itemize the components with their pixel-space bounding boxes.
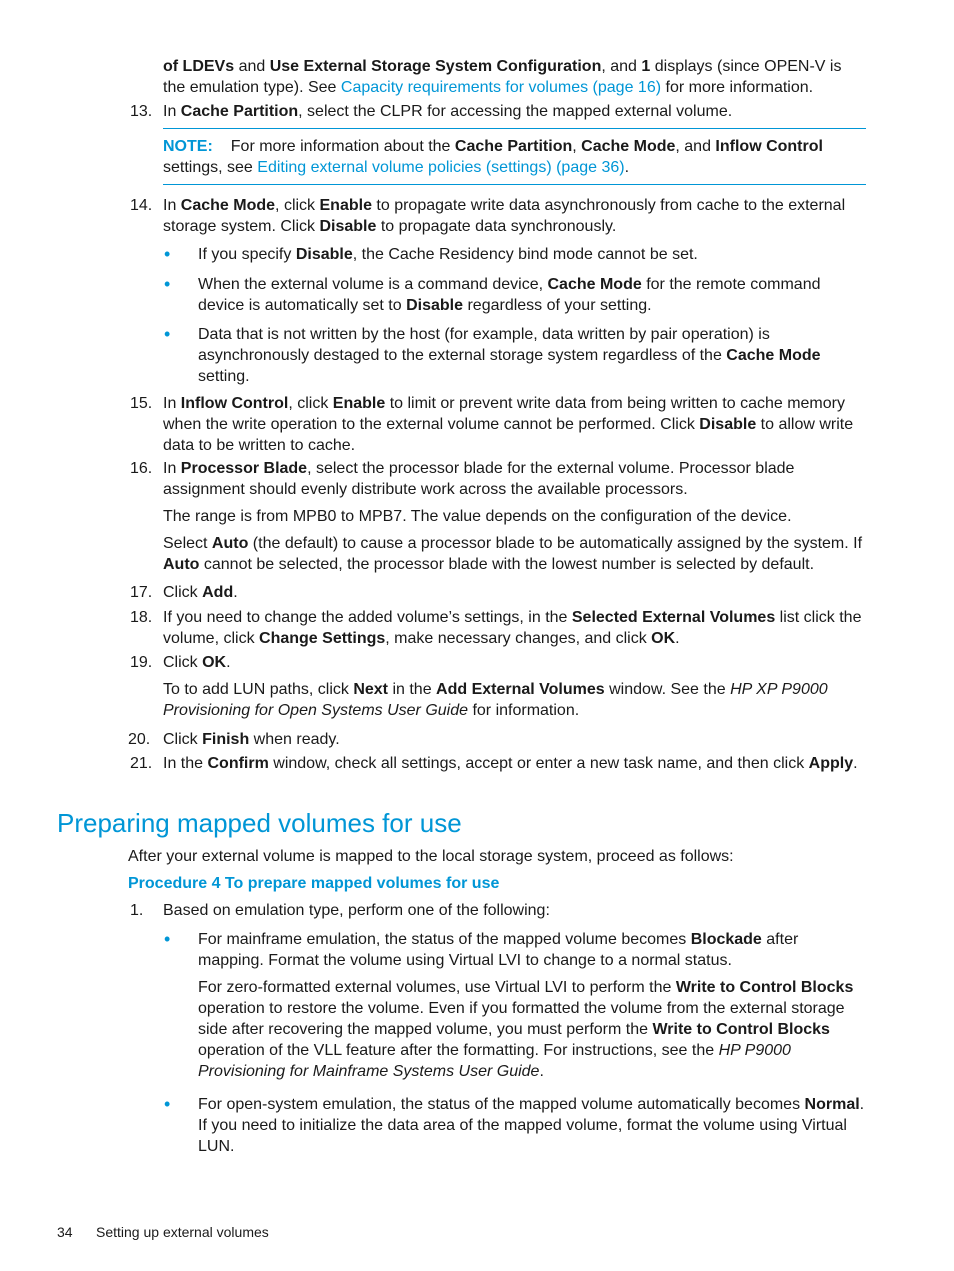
continued-paragraph: of LDEVs and Use External Storage System Configuration, and 1 displays (since OPEN-V is the emulation type). See Capacity requirements for volumes (page 16) for more information. bbox=[163, 58, 842, 96]
bullet-icon: • bbox=[164, 274, 171, 294]
note-box: NOTE: For more information about the Cache Partition, Cache Mode, and Inflow Control settings, see Editing external volume policies (settings) (page 36). bbox=[163, 138, 823, 176]
bold-term: Write to Control Blocks bbox=[652, 1021, 830, 1038]
capacity-requirements-link[interactable]: Capacity requirements for volumes (page 16) bbox=[340, 79, 662, 96]
bold-term: Cache Partition bbox=[180, 103, 299, 120]
step-15-text: In Inflow Control, click Enable to limit or prevent write data from being written to cache memory when the write operation to the external volume cannot be performed. Click Disable to allow write data to be written to cache. bbox=[163, 395, 854, 454]
step-number: 17. bbox=[130, 584, 153, 601]
step-number: 1. bbox=[130, 902, 144, 919]
bold-term: OK bbox=[651, 630, 676, 647]
step-number: 21. bbox=[130, 755, 153, 772]
procedure-step-1-text: Based on emulation type, perform one of the following: bbox=[163, 902, 550, 919]
note-bottom-rule bbox=[163, 184, 866, 185]
step-16-auto-paragraph: Select Auto (the default) to cause a processor blade to be automatically assigned by the system. If Auto cannot be selected, the processor blade with the lowest number is selected by default. bbox=[163, 535, 863, 573]
step-number: 20. bbox=[128, 731, 151, 748]
bold-term: Write to Control Blocks bbox=[675, 979, 854, 996]
step-21-text: In the Confirm window, check all settings, accept or enter a new task name, and then click Apply. bbox=[163, 755, 858, 772]
bold-term: Normal bbox=[804, 1096, 860, 1113]
bold-term: Cache Mode bbox=[547, 276, 642, 293]
mainframe-bullet: For mainframe emulation, the status of the mapped volume becomes Blockade after mapping. Format the volume using Virtual LVI to change to a normal status. bbox=[198, 931, 799, 969]
bold-term: Next bbox=[353, 681, 388, 698]
bullet-icon: • bbox=[164, 244, 171, 264]
bold-term: Disable bbox=[699, 416, 757, 433]
bold-term: Selected External Volumes bbox=[571, 609, 776, 626]
section-heading: Preparing mapped volumes for use bbox=[57, 808, 462, 838]
bold-term: Enable bbox=[319, 197, 372, 214]
step-16-text: In Processor Blade, select the processor blade for the external volume. Processor blade assignment should evenly distribute work across the available processors. bbox=[163, 460, 795, 498]
bold-term: Cache Partition bbox=[454, 138, 573, 155]
bold-term: Disable bbox=[295, 246, 353, 263]
step-number: 18. bbox=[130, 609, 153, 626]
step-14-text: In Cache Mode, click Enable to propagate write data asynchronously from cache to the external storage system. Click Disable to propagate data synchronously. bbox=[163, 197, 846, 235]
procedure-title: Procedure 4 To prepare mapped volumes for use bbox=[128, 875, 500, 892]
step-number: 16. bbox=[130, 460, 153, 477]
bold-term: Processor Blade bbox=[180, 460, 308, 477]
bold-term: Apply bbox=[808, 755, 854, 772]
bold-term: Inflow Control bbox=[715, 138, 823, 155]
step-20-text: Click Finish when ready. bbox=[163, 731, 340, 748]
footer-title: Setting up external volumes bbox=[96, 1224, 269, 1240]
step-19-paragraph: To to add LUN paths, click Next in the Add External Volumes window. See the HP XP P9000 Provisioning for Open Systems User Guide for information. bbox=[163, 681, 828, 719]
bold-term: Cache Mode bbox=[180, 197, 276, 214]
step-14-bullet-1: If you specify Disable, the Cache Residency bind mode cannot be set. bbox=[198, 246, 698, 263]
bold-term: Auto bbox=[211, 535, 249, 552]
bold-term: Cache Mode bbox=[726, 347, 821, 364]
note-top-rule bbox=[163, 128, 866, 129]
step-number: 13. bbox=[130, 103, 153, 120]
step-14-bullet-2: When the external volume is a command device, Cache Mode for the remote command device is automatically set to Disable regardless of your setting. bbox=[198, 276, 821, 314]
bold-term: Inflow Control bbox=[180, 395, 289, 412]
bold-term: Disable bbox=[406, 297, 464, 314]
step-19-text: Click OK. bbox=[163, 654, 231, 671]
step-13-text: In Cache Partition, select the CLPR for accessing the mapped external volume. bbox=[163, 103, 733, 120]
book-title: HP P9000 Provisioning for Mainframe Systems User Guide bbox=[198, 1042, 791, 1080]
bold-term: OK bbox=[202, 654, 227, 671]
bold-term: Cache Mode bbox=[581, 138, 676, 155]
bullet-icon: • bbox=[164, 929, 171, 949]
bold-term: of LDEVs bbox=[163, 58, 235, 75]
bold-term: 1 bbox=[641, 58, 651, 75]
bold-term: Auto bbox=[163, 556, 200, 573]
bold-term: Add bbox=[202, 584, 234, 601]
bold-term: Enable bbox=[332, 395, 386, 412]
open-system-bullet: For open-system emulation, the status of the mapped volume automatically becomes Normal. If you need to initialize the data area of the mapped volume, format the volume using Virtual LUN. bbox=[198, 1096, 865, 1155]
step-17-text: Click Add. bbox=[163, 584, 238, 601]
bullet-icon: • bbox=[164, 324, 171, 344]
bold-term: Add External Volumes bbox=[436, 681, 605, 698]
step-number: 15. bbox=[130, 395, 153, 412]
bold-term: Disable bbox=[319, 218, 377, 235]
step-number: 14. bbox=[130, 197, 153, 214]
step-16-range-paragraph: The range is from MPB0 to MPB7. The value depends on the configuration of the device. bbox=[163, 508, 792, 525]
step-14-bullet-3: Data that is not written by the host (for example, data written by pair operation) is asynchronously destaged to the external storage system regardless of the Cache Mode setting. bbox=[198, 326, 821, 385]
bold-term: Confirm bbox=[207, 755, 269, 772]
page-number: 34 bbox=[57, 1224, 73, 1240]
note-label: NOTE: bbox=[163, 138, 213, 155]
step-18-text: If you need to change the added volume’s settings, in the Selected External Volumes list click the volume, click Change Settings, make necessary changes, and click OK. bbox=[163, 609, 862, 647]
section-intro: After your external volume is mapped to the local storage system, proceed as follows: bbox=[128, 848, 734, 865]
bold-term: Blockade bbox=[690, 931, 762, 948]
bold-term: Use External Storage System Configuration bbox=[269, 58, 602, 75]
zero-formatted-paragraph: For zero-formatted external volumes, use Virtual LVI to perform the Write to Control Blocks operation to restore the volume. Even if you formatted the volume from the external storage side after recovering the mapped volume, you must perform the Write to Control Blocks operation of the VLL feature after the formatting. For instructions, see the HP P9000 Provisioning for Mainframe Systems User Guide. bbox=[198, 979, 854, 1080]
bold-term: Finish bbox=[202, 731, 250, 748]
bullet-icon: • bbox=[164, 1094, 171, 1114]
editing-external-volume-policies-link[interactable]: Editing external volume policies (settings) (page 36) bbox=[257, 159, 625, 176]
book-title: HP XP P9000 Provisioning for Open Systems User Guide bbox=[163, 681, 828, 719]
step-number: 19. bbox=[130, 654, 153, 671]
bold-term: Change Settings bbox=[259, 630, 386, 647]
